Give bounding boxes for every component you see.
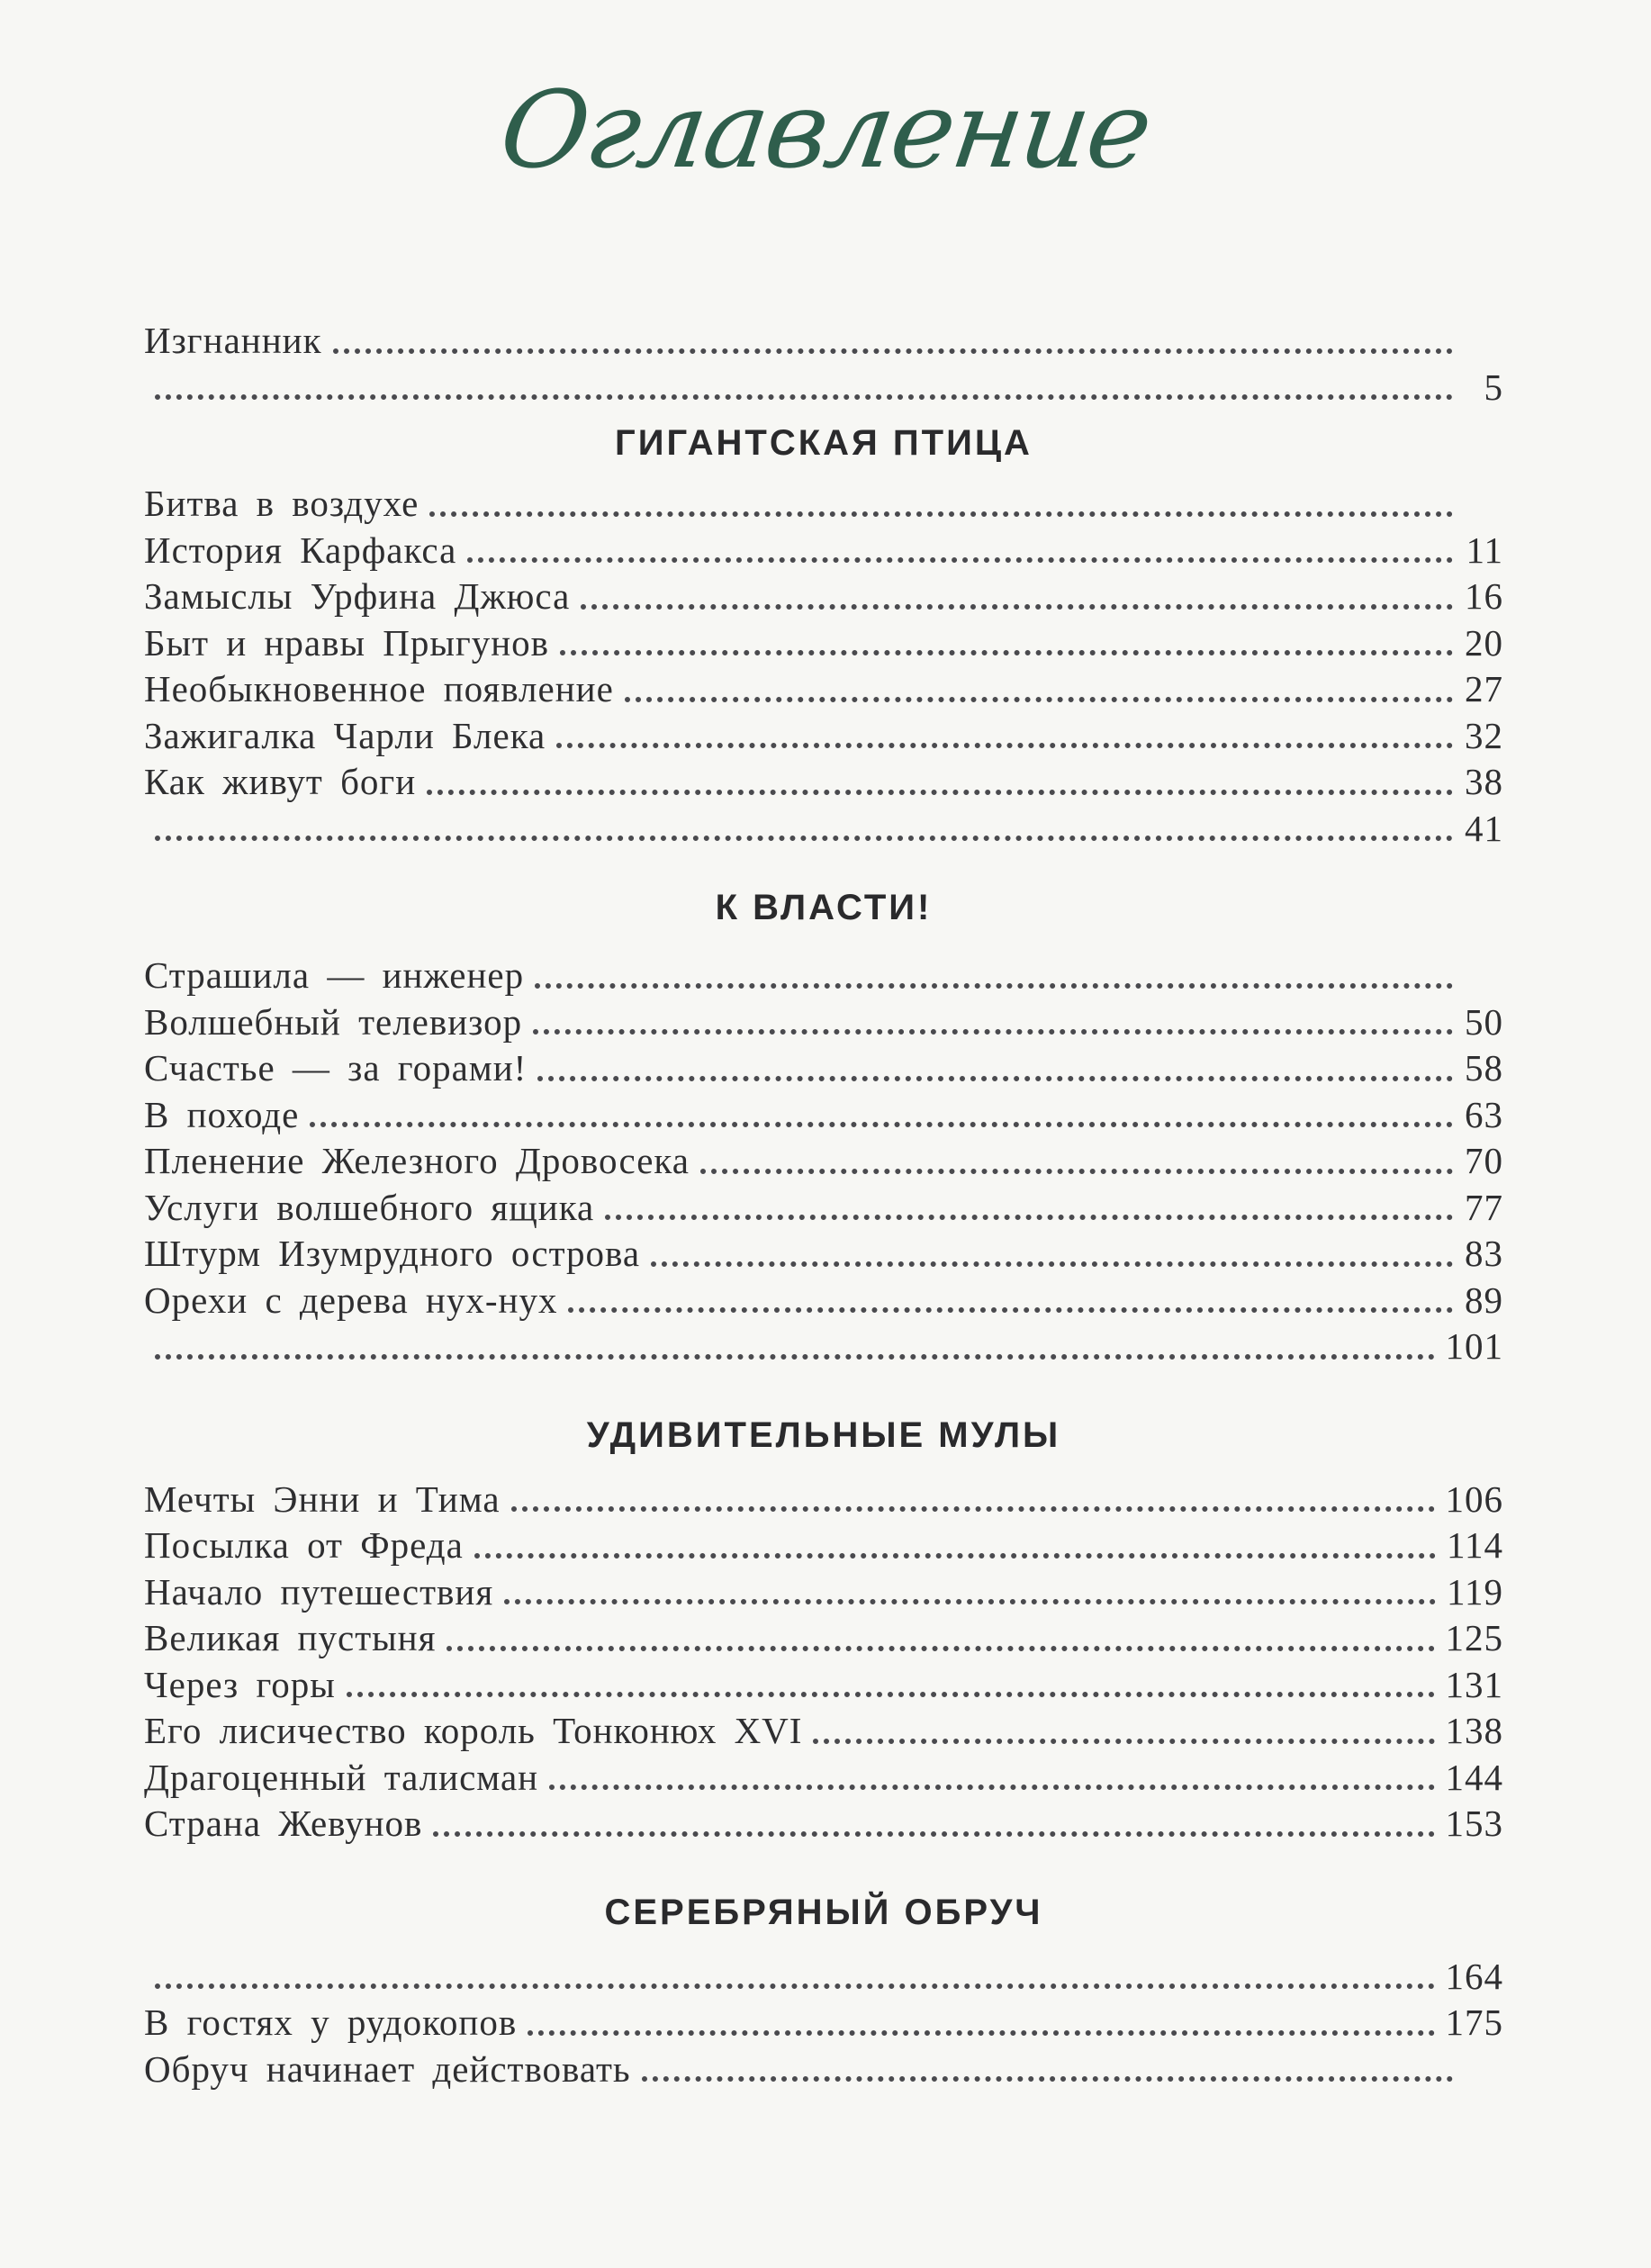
toc-entry-label: Посылка от Фреда: [144, 1524, 464, 1567]
toc-entry-page: 20: [1465, 621, 1503, 664]
dot-leader: [642, 2076, 1453, 2082]
toc-entry-page: 114: [1447, 1524, 1503, 1567]
dot-leader: [556, 743, 1453, 748]
toc-entry-page: 153: [1445, 1803, 1503, 1845]
toc-entry-page: 58: [1465, 1047, 1503, 1089]
toc-entry-label: Замыслы Урфина Джюса: [144, 575, 571, 618]
toc-entry-page: 16: [1465, 575, 1503, 618]
toc-entry-page: 119: [1447, 1570, 1503, 1613]
toc-entry: [144, 1798, 1503, 1845]
toc-entry-page: 101: [1445, 1325, 1503, 1368]
toc-entry-label: Драгоценный талисман: [144, 1756, 539, 1798]
toc-entry: [144, 315, 1503, 362]
toc-entry: [144, 525, 1503, 572]
toc-entry: [144, 1567, 1503, 1613]
toc-entry-page: 11: [1466, 529, 1503, 571]
toc-entry: [144, 2044, 1503, 2091]
toc-entry-page: 83: [1465, 1233, 1503, 1275]
dot-leader: [511, 1506, 1435, 1512]
toc-entry-page: 77: [1465, 1186, 1503, 1228]
toc-entry-label: Мечты Энни и Тима: [144, 1477, 501, 1520]
page-title: Оглавление: [492, 68, 1159, 192]
dot-leader: [533, 1029, 1453, 1035]
dot-leader: [535, 983, 1453, 989]
toc-entry: [144, 756, 1503, 803]
dot-leader: [560, 650, 1453, 655]
toc-entry-label: Начало путешествия: [144, 1570, 494, 1613]
dot-leader: [447, 1646, 1434, 1651]
dot-leader: [625, 697, 1453, 702]
toc-entry-page: 38: [1465, 761, 1503, 803]
toc-entry-label: Изгнанник: [144, 320, 322, 362]
toc-entry: [144, 362, 1503, 409]
toc-entry-label: Услуги волшебного ящика: [144, 1186, 595, 1228]
dot-leader: [310, 1122, 1453, 1127]
dot-leader: [504, 1599, 1436, 1604]
toc-entry: [144, 1474, 1503, 1521]
toc-entry-label: Великая пустыня: [144, 1617, 437, 1659]
dot-leader: [605, 1215, 1453, 1220]
toc-entry: [144, 664, 1503, 710]
toc-entry: [144, 1520, 1503, 1567]
toc-entry-label: Штурм Изумрудного острова: [144, 1233, 641, 1275]
toc-entry: [144, 618, 1503, 664]
toc-entry-label: Орехи с дерева нух-нух: [144, 1279, 558, 1321]
toc-entry-label: Его лисичество король Тонконюх XVI: [144, 1710, 803, 1752]
toc-entry-page: 106: [1445, 1477, 1503, 1520]
dot-leader: [813, 1739, 1434, 1744]
toc-entry: [144, 1997, 1503, 2044]
toc-entry: [144, 1228, 1503, 1275]
toc-entry: [144, 803, 1503, 850]
dot-leader: [155, 836, 1453, 841]
toc-entry: [144, 1752, 1503, 1799]
toc-entry-page: 70: [1465, 1140, 1503, 1182]
dot-leader: [537, 1076, 1453, 1081]
dot-leader: [568, 1307, 1453, 1313]
toc-entry-page: 5: [1484, 366, 1503, 408]
dot-leader: [651, 1261, 1453, 1267]
toc-entry-page: 89: [1465, 1279, 1503, 1321]
toc-entry-label: Быт и нравы Прыгунов: [144, 621, 550, 664]
toc-entry: [144, 1043, 1503, 1089]
dot-leader: [155, 394, 1453, 400]
toc-entry-page: 125: [1445, 1617, 1503, 1659]
dot-leader: [427, 790, 1453, 795]
toc-entry: [144, 1135, 1503, 1182]
toc-entry: [144, 1659, 1503, 1706]
section-heading: К ВЛАСТИ!: [715, 888, 933, 927]
dot-leader: [433, 1831, 1434, 1837]
toc-entry-label: Зажигалка Чарли Блека: [144, 714, 546, 756]
dot-leader: [467, 557, 1453, 563]
dot-leader: [474, 1553, 1436, 1559]
toc-entry-label: В походе: [144, 1093, 300, 1135]
toc-entry-page: 41: [1465, 807, 1503, 849]
toc-entry: [144, 950, 1503, 997]
dot-leader: [429, 511, 1453, 517]
toc-entry: [144, 1275, 1503, 1322]
table-of-contents: [144, 315, 1503, 2090]
dot-leader: [333, 348, 1453, 354]
toc-entry-label: Страна Жевунов: [144, 1803, 423, 1845]
toc-entry-label: Через горы: [144, 1663, 336, 1705]
toc-entry-page: 63: [1465, 1093, 1503, 1135]
dot-leader: [347, 1692, 1435, 1697]
toc-entry-page: 50: [1465, 1000, 1503, 1043]
toc-entry-label: Пленение Железного Дровосека: [144, 1140, 690, 1182]
dot-leader: [528, 2030, 1434, 2036]
toc-entry-label: Обруч начинает действовать: [144, 2047, 631, 2090]
toc-entry: [144, 478, 1503, 525]
toc-entry-page: 138: [1445, 1710, 1503, 1752]
toc-entry: [144, 1613, 1503, 1659]
dot-leader: [549, 1785, 1434, 1790]
toc-entry-label: Страшила — инженер: [144, 954, 525, 997]
toc-entry: [144, 1321, 1503, 1368]
section-heading: ГИГАНТСКАЯ ПТИЦА: [615, 423, 1033, 463]
toc-entry: [144, 571, 1503, 618]
dot-leader: [700, 1169, 1453, 1174]
toc-entry-label: Счастье — за горами!: [144, 1047, 528, 1089]
dot-leader: [155, 1354, 1435, 1360]
toc-entry: [144, 997, 1503, 1044]
toc-entry-label: Как живут боги: [144, 761, 417, 803]
toc-entry-label: Битва в воздухе: [144, 483, 420, 525]
section-heading: УДИВИТЕЛЬНЫЕ МУЛЫ: [586, 1414, 1061, 1455]
toc-entry: [144, 1705, 1503, 1752]
toc-entry: [144, 1182, 1503, 1229]
toc-entry-label: Необыкновенное появление: [144, 668, 614, 710]
toc-entry-page: 164: [1445, 1955, 1503, 1997]
toc-entry-page: 144: [1445, 1756, 1503, 1798]
toc-entry-label: Волшебный телевизор: [144, 1000, 523, 1043]
toc-entry-page: 32: [1465, 714, 1503, 756]
toc-entry-page: 175: [1445, 2001, 1503, 2044]
toc-entry: [144, 1951, 1503, 1998]
toc-entry: [144, 710, 1503, 757]
section-heading: СЕРЕБРЯНЫЙ ОБРУЧ: [604, 1892, 1043, 1932]
toc-entry-page: 27: [1465, 668, 1503, 710]
toc-entry-page: 131: [1445, 1663, 1503, 1705]
dot-leader: [581, 604, 1453, 610]
toc-entry-label: История Карфакса: [144, 529, 457, 571]
toc-entry: [144, 1089, 1503, 1136]
toc-entry-label: В гостях у рудокопов: [144, 2001, 518, 2044]
dot-leader: [155, 1983, 1435, 1989]
